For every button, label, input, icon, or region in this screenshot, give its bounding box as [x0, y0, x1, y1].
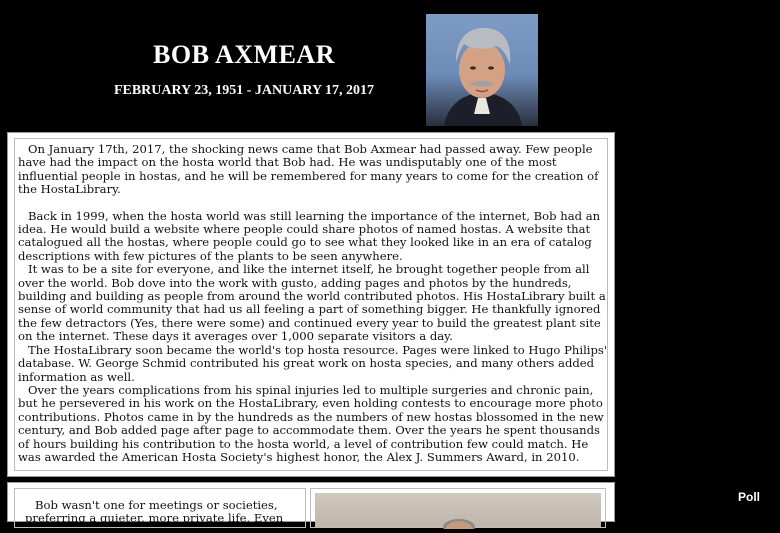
portrait-photo-icon: [426, 14, 538, 126]
second-photo-frame: [310, 488, 606, 528]
memorial-text: [18, 143, 608, 464]
second-panel: [7, 482, 615, 526]
second-text-frame: [14, 488, 306, 528]
second-photo-icon: [315, 493, 603, 529]
life-dates: FEBRUARY 23, 1951 - JANUARY 17, 2017: [113, 83, 375, 98]
paragraph: It was to be a site for everyone, and like the internet itself, he brought together people from all over the world. Bob dove into the work with gusto, adding pages and photos by the hundreds, building and building as people from around the world contributed photos. His HostaLibrary built a sense of world community that had us all feeling a part of something bigger. He thankfully ignored the few detractors (Yes, there were some) and continued every year to build the greatest plant site on the internet. These days it averages over 1,000 separate visitors a day.: [18, 262, 606, 344]
paragraph: Over the years complications from his spinal injuries led to multiple surgeries and chronic pain, but he persevered in his work on the HostaLibrary, even holding contests to encourage more photo contributions. Photos came in by the hundreds as the numbers of new hostas blossomed in the new century, and Bob added page after page to accommodate them. Over the years he spent thousands of hours building his contribution to the hosta world, a level of contribution few could match. He was awarded the American Hosta Society's highest honor, the Alex J. Summers Award, in 2010.: [18, 382, 604, 464]
memorial-text-panel: [7, 132, 615, 477]
paragraph: On January 17th, 2017, the shocking news came that Bob Axmear had passed away. Few people have had the impact on the hosta world that Bob had. He was undisputably one of the most influential people in hostas, and he will be remembered for many years to come for the creation of the HostaLibrary.: [18, 142, 599, 197]
second-text: Bob wasn't one for meetings or societies, preferring a quieter, more private life. Even: [25, 498, 284, 526]
second-photo: [315, 493, 601, 527]
paragraph: The HostaLibrary soon became the world's top hosta resource. Pages were linked to Hugo Philips' database. W. George Schmid contributed his great work on hosta species, and many others added information as well.: [18, 342, 608, 384]
paragraph: Back in 1999, when the hosta world was still learning the importance of the internet, Bob had an idea. He would build a website where people could share photos of named hostas. A website that catalogued all the hostas, where people could go to see what they looked like in an era of catalog descriptions with few pictures of the plants to be seen anywhere.: [18, 208, 601, 263]
poll-link[interactable]: Poll: [738, 490, 761, 504]
memorial-header: [0, 0, 620, 132]
page-title: BOB AXMEAR: [153, 40, 335, 69]
portrait-photo: [426, 14, 538, 126]
